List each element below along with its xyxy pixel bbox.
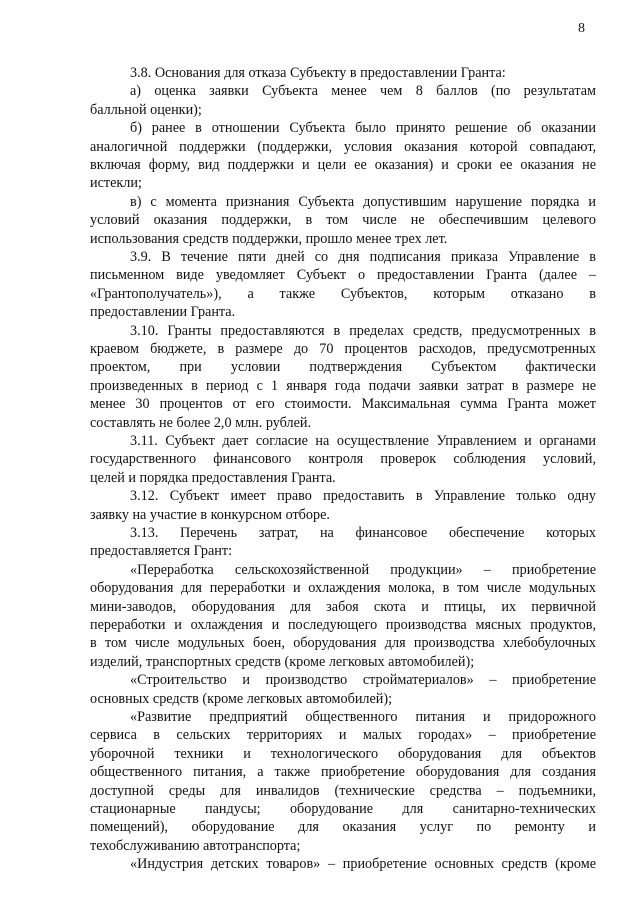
text-line: переработки и охлаждения и последующего производства мясных продуктов,	[90, 617, 596, 633]
text-line: целей и порядка предоставления Гранта.	[90, 469, 336, 486]
text-line: балльной оценки);	[90, 101, 202, 118]
text-line: включая форму, вид поддержки и цели ее оказания) и сроки ее оказания не	[90, 157, 596, 173]
text-line: оборудования для переработки и охлаждения молока, в том числе модульных	[90, 580, 596, 597]
text-line: краевом бюджете, в размере до 70 процентов расходов, предусмотренных	[90, 341, 596, 357]
text-line: «Грантополучатель»), а также Субъектов, которым отказано в	[90, 285, 596, 302]
text-line: 3.8. Основания для отказа Субъекту в предоставлении Гранта:	[130, 65, 506, 81]
text-line: предоставляется Грант:	[90, 543, 233, 560]
text-line: 3.9. В течение пяти дней со дня подписания приказа Управление в	[130, 249, 596, 265]
text-line: уборочной техники и технологического оборудования для объектов	[90, 745, 596, 762]
text-line: сервиса в сельских территориях и малых городах» – приобретение	[90, 727, 596, 744]
text-line: «Развитие предприятий общественного питания и придорожного	[130, 709, 596, 725]
text-line: доступной среды для инвалидов (технические средства – подъемники,	[90, 782, 596, 799]
text-line: а) оценка заявки Субъекта менее чем 8 баллов (по результатам	[130, 83, 596, 100]
text-line: основных средств (кроме легковых автомобилей);	[90, 690, 393, 707]
page-number: 8	[578, 21, 585, 36]
text-line: 3.13. Перечень затрат, на финансовое обеспечение которых	[130, 525, 596, 541]
text-line: мини-заводов, оборудования для забоя скота и птицы, их первичной	[90, 598, 596, 615]
text-line: проектом, при условии подтверждения Субъектом фактически	[90, 359, 596, 376]
text-line: 3.11. Субъект дает согласие на осуществление Управлением и органами	[130, 433, 596, 449]
text-line: «Индустрия детских товаров» – приобретение основных средств (кроме	[130, 856, 596, 873]
text-line: письменном виде уведомляет Субъект о предоставлении Гранта (далее –	[90, 267, 596, 284]
text-line: техобслуживанию автотранспорта;	[90, 837, 301, 854]
text-line: менее 30 процентов от его стоимости. Максимальная сумма Гранта может	[90, 396, 596, 413]
text-line: заявку на участие в конкурсном отборе.	[90, 506, 330, 523]
text-line: использования средств поддержки, прошло менее трех лет.	[90, 230, 448, 247]
text-line: составлять не более 2,0 млн. рублей.	[90, 414, 312, 431]
text-line: 3.12. Субъект имеет право предоставить в Управление только одну	[130, 488, 596, 505]
text-line: «Переработка сельскохозяйственной продукции» – приобретение	[130, 561, 596, 578]
text-line: в том числе модульных боен, оборудования для производства хлебобулочных	[90, 635, 596, 652]
text-line: истекли;	[90, 175, 142, 192]
text-line: предоставлении Гранта.	[90, 304, 236, 321]
text-line: 3.10. Гранты предоставляются в пределах средств, предусмотренных в	[130, 322, 596, 339]
text-line: условий оказания поддержки, в том числе не обеспечившим целевого	[90, 212, 596, 229]
text-line: произведенных в период с 1 января года подачи заявки затрат в размере не	[90, 377, 596, 394]
text-line: «Строительство и производство стройматериалов» – приобретение	[130, 672, 596, 689]
text-line: изделий, транспортных средств (кроме легковых автомобилей);	[90, 653, 475, 670]
text-line: в) с момента признания Субъекта допустившим нарушение порядка и	[130, 193, 596, 210]
text-line: общественного питания, а также приобретение оборудования для создания	[90, 764, 596, 781]
text-line: помещений), оборудование для оказания услуг по ремонту и	[90, 819, 596, 836]
text-line: б) ранее в отношении Субъекта было принято решение об оказании	[130, 120, 596, 137]
text-line: аналогичной поддержки (поддержки, условия оказания которой совпадают,	[90, 138, 596, 155]
text-line: стационарные пандусы; оборудование для санитарно-технических	[90, 801, 596, 817]
text-line: государственного финансового контроля проверок соблюдения условий,	[90, 451, 596, 468]
